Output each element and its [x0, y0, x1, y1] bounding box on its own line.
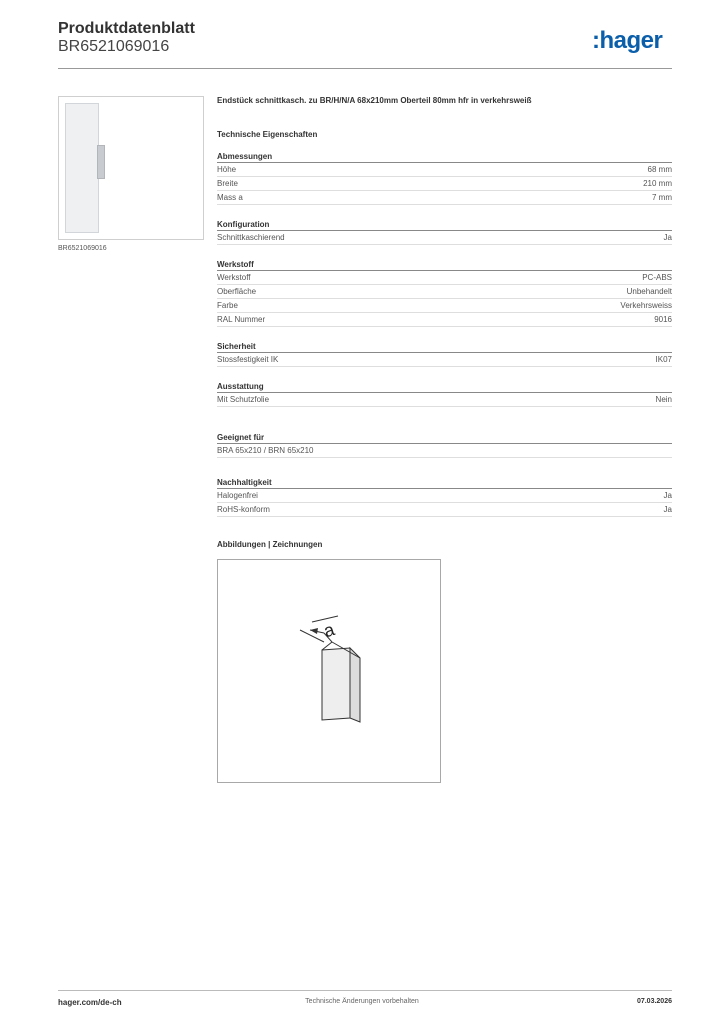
property-row: [217, 444, 672, 458]
property-label: Mass a: [217, 193, 243, 202]
property-row: [217, 313, 672, 327]
endpiece-top-edge: [322, 642, 332, 650]
property-label: Halogenfrei: [217, 491, 258, 500]
property-label: BRA 65x210 / BRN 65x210: [217, 446, 314, 455]
property-row: [217, 285, 672, 299]
footer-divider: [58, 990, 672, 991]
property-label: Oberfläche: [217, 287, 257, 296]
property-label: Stossfestigkeit IK: [217, 355, 279, 364]
property-row: [217, 177, 672, 191]
property-label: Breite: [217, 179, 238, 188]
property-value: Ja: [663, 491, 672, 500]
product-panel-shape: [65, 103, 99, 233]
property-row: [217, 299, 672, 313]
footer-notice: Technische Änderungen vorbehalten: [305, 998, 419, 1005]
section-title: Geeignet für: [217, 433, 672, 444]
property-label: RAL Nummer: [217, 315, 266, 324]
property-row: [217, 163, 672, 177]
drawings-title: Abbildungen | Zeichnungen: [217, 540, 323, 549]
product-clip-shape: [97, 145, 105, 179]
product-image: [58, 96, 204, 240]
property-value: 7 mm: [652, 193, 672, 202]
section-title: Nachhaltigkeit: [217, 478, 672, 489]
property-value: IK07: [655, 355, 672, 364]
property-row: [217, 353, 672, 367]
section-nachhaltigkeit: [217, 478, 672, 517]
section-title: Werkstoff: [217, 260, 672, 271]
property-value: Unbehandelt: [626, 287, 672, 296]
endpiece-front-face: [322, 648, 350, 720]
property-value: Ja: [663, 505, 672, 514]
hager-logo: :hager: [592, 27, 663, 54]
section-werkstoff: [217, 260, 672, 327]
footer-date: 07.03.2026: [636, 998, 672, 1005]
dimension-label: a: [321, 619, 337, 642]
product-description: Endstück schnittkasch. zu BR/H/N/A 68x210mm Oberteil 80mm hfr in verkehrsweiß: [217, 96, 532, 105]
property-label: Farbe: [217, 301, 238, 310]
section-title: Konfiguration: [217, 220, 672, 231]
section-geeignet-fuer: [217, 433, 672, 458]
property-value: Nein: [655, 395, 672, 404]
section-konfiguration: [217, 220, 672, 245]
technical-drawing: [217, 559, 441, 783]
property-label: RoHS-konform: [217, 505, 270, 514]
property-row: [217, 393, 672, 407]
property-label: Mit Schutzfolie: [217, 395, 270, 404]
header-divider: [58, 68, 672, 69]
dimension-arrowhead: [310, 628, 318, 634]
property-value: 68 mm: [647, 165, 672, 174]
page-title: Produktdatenblatt: [58, 20, 195, 37]
property-value: Verkehrsweiss: [620, 301, 672, 310]
property-row: [217, 503, 672, 517]
properties-content: [217, 96, 672, 532]
technical-properties-title: Technische Eigenschaften: [217, 130, 318, 139]
property-value: 210 mm: [643, 179, 672, 188]
section-ausstattung: [217, 382, 672, 407]
property-row: [217, 271, 672, 285]
section-title: Abmessungen: [217, 152, 672, 163]
property-row: [217, 191, 672, 205]
product-image-caption: BR6521069016: [58, 245, 107, 252]
property-value: PC-ABS: [642, 273, 672, 282]
section-abmessungen: [217, 152, 672, 205]
section-title: Ausstattung: [217, 382, 672, 393]
drawing-endpiece-svg: [218, 560, 440, 782]
property-value: 9016: [654, 315, 672, 324]
endpiece-side-face: [350, 648, 360, 722]
section-title: Sicherheit: [217, 342, 672, 353]
property-label: Höhe: [217, 165, 237, 174]
section-sicherheit: [217, 342, 672, 367]
footer-website: hager.com/de-ch: [58, 998, 122, 1007]
property-label: Werkstoff: [217, 273, 251, 282]
article-number: BR6521069016: [58, 38, 170, 55]
property-row: [217, 489, 672, 503]
property-value: Ja: [663, 233, 672, 242]
property-row: [217, 231, 672, 245]
property-label: Schnittkaschierend: [217, 233, 285, 242]
